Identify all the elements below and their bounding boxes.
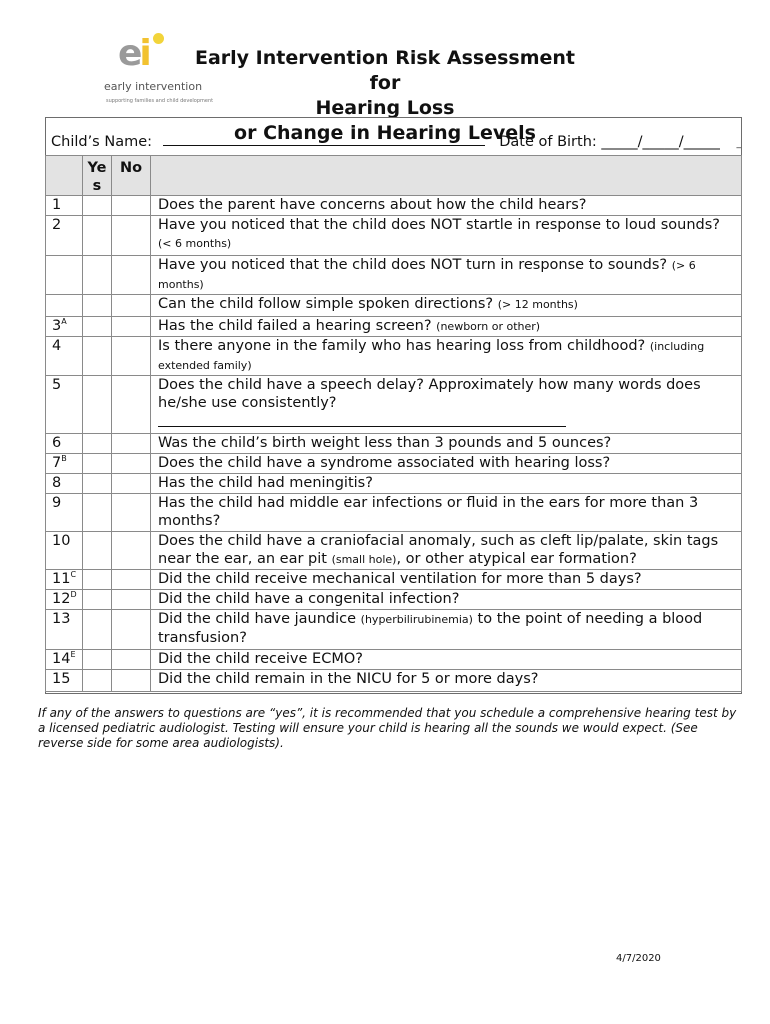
recommendation-note: If any of the answers to questions are “yes”, it is recommended that you schedule a comprehensive hearing test by a licensed pediatric audiologist. Testing will ensure your child is hearing all the sounds we would expect. (See reverse side for some area audiologists).: [38, 706, 737, 750]
title-line-3: or Change in Hearing Levels: [234, 122, 536, 144]
question-row: [46, 295, 742, 317]
yes-checkbox-cell[interactable]: [83, 670, 112, 692]
no-checkbox-cell[interactable]: [112, 650, 151, 670]
header-yes: Ye s: [83, 156, 112, 196]
question-text: Was the child’s birth weight less than 3 pounds and 5 ounces?: [158, 435, 612, 451]
question-text: Does the child have a syndrome associated with hearing loss?: [158, 455, 611, 471]
question-text-cell: [151, 337, 742, 376]
question-number-text: 12: [52, 591, 71, 607]
logo-name: early intervention: [104, 80, 203, 93]
yes-checkbox-cell[interactable]: [83, 494, 112, 532]
no-checkbox-cell[interactable]: [112, 216, 151, 256]
header-num-cell: [46, 156, 83, 196]
question-footnote-marker: B: [61, 454, 67, 464]
yes-checkbox-cell[interactable]: [83, 532, 112, 570]
child-name-field[interactable]: [163, 131, 485, 146]
yes-checkbox-cell[interactable]: [83, 317, 112, 337]
question-text: Did the child receive mechanical ventilation for more than 5 days?: [158, 571, 642, 587]
question-text: Have you noticed that the child does NOT startle in response to loud sounds?: [158, 217, 720, 233]
no-checkbox-cell[interactable]: [112, 196, 151, 216]
question-text: Does the child have a speech delay? Approximately how many words does he/she use consistently?: [158, 377, 701, 411]
risk-questions-table: [45, 155, 742, 692]
question-row: [46, 494, 742, 532]
question-text-cell: [151, 570, 742, 590]
question-number: [46, 454, 83, 474]
question-text: Did the child receive ECMO?: [158, 651, 363, 667]
yes-checkbox-cell[interactable]: [83, 590, 112, 610]
question-text-cell: [151, 434, 742, 454]
question-row: [46, 454, 742, 474]
question-text-tail: , or other atypical ear formation?: [396, 551, 637, 567]
question-text-tail: to the point of needing a blood transfusion?: [158, 611, 703, 646]
question-row: [46, 216, 742, 256]
question-number-text: 7: [52, 455, 62, 471]
question-number-text: 3: [52, 318, 62, 334]
question-text-cell: [151, 590, 742, 610]
question-row: [46, 376, 742, 434]
question-text-cell: [151, 196, 742, 216]
no-checkbox-cell[interactable]: [112, 532, 151, 570]
question-number-text: 11: [52, 571, 71, 587]
question-footnote-marker: E: [70, 650, 76, 660]
question-text: Did the child have jaundice: [158, 611, 357, 627]
logo-mark: ei: [118, 33, 149, 74]
no-checkbox-cell[interactable]: [112, 590, 151, 610]
question-number: [46, 337, 83, 376]
no-checkbox-cell[interactable]: [112, 670, 151, 692]
question-number-text: 2: [52, 217, 62, 233]
question-number-text: 14: [52, 651, 71, 667]
question-age-note: (< 6 months): [158, 237, 232, 250]
question-number: [46, 532, 83, 570]
question-row: [46, 570, 742, 590]
question-row: [46, 474, 742, 494]
yes-checkbox-cell[interactable]: [83, 295, 112, 317]
question-number: [46, 317, 83, 337]
yes-checkbox-cell[interactable]: [83, 337, 112, 376]
question-text: Has the child had meningitis?: [158, 475, 373, 491]
dob-tail-mark: _: [736, 139, 742, 149]
question-text: Does the parent have concerns about how the child hears?: [158, 197, 587, 213]
question-age-note: (hyperbilirubinemia): [360, 613, 473, 626]
question-text: Can the child follow simple spoken directions?: [158, 296, 494, 312]
question-text-cell: [151, 650, 742, 670]
question-row: [46, 434, 742, 454]
question-row: [46, 256, 742, 295]
question-text-cell: [151, 454, 742, 474]
yes-checkbox-cell[interactable]: [83, 434, 112, 454]
question-text-cell: [151, 256, 742, 295]
question-footnote-marker: D: [70, 590, 77, 600]
question-number: [46, 256, 83, 295]
question-number-text: 4: [52, 338, 62, 354]
question-text-cell: [151, 532, 742, 570]
question-text: Is there anyone in the family who has hearing loss from childhood?: [158, 338, 646, 354]
question-number: [46, 670, 83, 692]
no-checkbox-cell[interactable]: [112, 434, 151, 454]
question-row: [46, 590, 742, 610]
question-number-text: 10: [52, 533, 71, 549]
question-number: [46, 494, 83, 532]
child-name-label: Child’s Name:: [51, 134, 153, 150]
question-text-cell: [151, 474, 742, 494]
question-text-cell: [151, 670, 742, 692]
yes-checkbox-cell[interactable]: [83, 474, 112, 494]
no-checkbox-cell[interactable]: [112, 317, 151, 337]
question-age-note: (newborn or other): [436, 320, 541, 333]
question-number: [46, 216, 83, 256]
title-line-1: Early Intervention Risk Assessment for: [194, 47, 576, 94]
question-text-cell: [151, 376, 742, 434]
question-row: [46, 317, 742, 337]
question-footnote-marker: A: [61, 317, 67, 327]
header-no: No: [112, 156, 151, 196]
question-number-text: 1: [52, 197, 62, 213]
question-number: [46, 610, 83, 650]
question-age-note: (> 12 months): [497, 298, 578, 311]
question-number-text: 6: [52, 435, 62, 451]
title-line-2: Hearing Loss: [315, 97, 455, 119]
question-number: [46, 474, 83, 494]
question-number: [46, 376, 83, 434]
no-checkbox-cell[interactable]: [112, 454, 151, 474]
question-number-text: 5: [52, 377, 62, 393]
question-text: Does the child have a craniofacial anomaly, such as cleft lip/palate, skin tags near the ear, an ear pit: [158, 533, 719, 567]
question-text-cell: [151, 317, 742, 337]
question-row: [46, 650, 742, 670]
question-text: Did the child have a congenital infection?: [158, 591, 460, 607]
question-number-text: 13: [52, 611, 71, 627]
question-footnote-marker: C: [70, 570, 77, 580]
revision-date: 4/7/2020: [616, 953, 661, 964]
date-of-birth-field[interactable]: Date of Birth: _____/_____/_____: [499, 134, 720, 150]
question-text-cell: [151, 295, 742, 317]
no-checkbox-cell[interactable]: [112, 376, 151, 434]
question-text-cell: [151, 494, 742, 532]
question-row: [46, 610, 742, 650]
child-info-line: [51, 131, 741, 150]
yes-checkbox-cell[interactable]: [83, 196, 112, 216]
question-text: Have you noticed that the child does NOT turn in response to sounds?: [158, 257, 668, 273]
question-text: Has the child failed a hearing screen?: [158, 318, 432, 334]
question-text: Has the child had middle ear infections or fluid in the ears for more than 3 months?: [158, 495, 699, 529]
yes-checkbox-cell[interactable]: [83, 256, 112, 295]
question-row: [46, 337, 742, 376]
no-checkbox-cell[interactable]: [112, 610, 151, 650]
question-number-text: 8: [52, 475, 62, 491]
no-checkbox-cell[interactable]: [112, 570, 151, 590]
word-count-answer-line[interactable]: [158, 412, 566, 427]
question-row: [46, 196, 742, 216]
no-checkbox-cell[interactable]: [112, 494, 151, 532]
no-checkbox-cell[interactable]: [112, 337, 151, 376]
question-text-cell: [151, 610, 742, 650]
header-question-cell: [151, 156, 742, 196]
question-number-text: 15: [52, 671, 71, 687]
question-row: [46, 670, 742, 692]
logo-sun-icon: [153, 33, 164, 44]
question-number: [46, 196, 83, 216]
yes-checkbox-cell[interactable]: [83, 216, 112, 256]
yes-checkbox-cell[interactable]: [83, 650, 112, 670]
no-checkbox-cell[interactable]: [112, 474, 151, 494]
question-number-text: 9: [52, 495, 62, 511]
question-text-cell: [151, 216, 742, 256]
question-text: Did the child remain in the NICU for 5 or more days?: [158, 671, 539, 687]
logo-tagline: supporting families and child development: [106, 98, 214, 104]
question-number: [46, 590, 83, 610]
question-age-note: (> 6 months): [158, 259, 696, 291]
question-number: [46, 434, 83, 454]
question-number: [46, 570, 83, 590]
question-age-note: (small hole): [331, 553, 397, 566]
yes-checkbox-cell[interactable]: [83, 376, 112, 434]
question-row: [46, 532, 742, 570]
question-number: [46, 650, 83, 670]
yes-checkbox-cell[interactable]: [83, 454, 112, 474]
no-checkbox-cell[interactable]: [112, 295, 151, 317]
question-age-note: (including extended family): [158, 340, 705, 372]
table-header-row: [46, 156, 742, 196]
yes-checkbox-cell[interactable]: [83, 570, 112, 590]
yes-checkbox-cell[interactable]: [83, 610, 112, 650]
question-number: [46, 295, 83, 317]
no-checkbox-cell[interactable]: [112, 256, 151, 295]
